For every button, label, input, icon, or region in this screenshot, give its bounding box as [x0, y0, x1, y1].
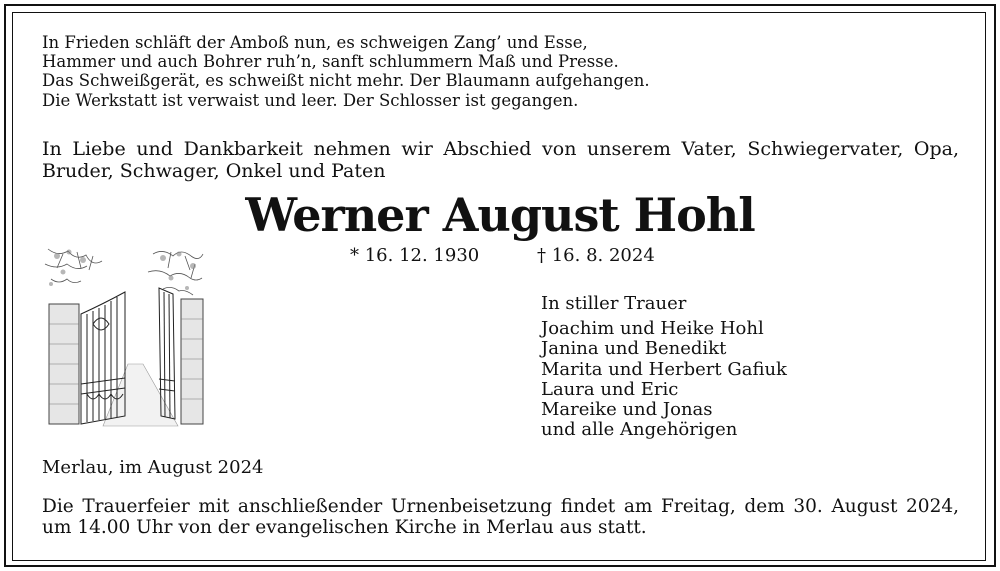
cemetery-gate-illustration-icon — [43, 244, 205, 434]
mourner-name: Joachim und Heike Hohl — [541, 318, 764, 340]
mourners-heading: In stiller Trauer — [541, 293, 687, 314]
funeral-notice: Die Trauerfeier mit anschließender Urnenbeisetzung findet am Freitag, dem 30. August 2024, um 14.00 Uhr von der evangelischen Kirche in Merlau aus statt. — [42, 496, 959, 538]
mourner-name: Mareike und Jonas — [541, 399, 713, 421]
poem-line: Hammer und auch Bohrer ruh’n, sanft schlummern Maß und Presse. — [42, 52, 619, 72]
place-date: Merlau, im August 2024 — [42, 457, 264, 478]
poem-line: Die Werkstatt ist verwaist und leer. Der Schlosser ist gegangen. — [42, 90, 579, 110]
mourner-name: Laura und Eric — [541, 378, 679, 400]
death-date: † 16. 8. 2024 — [537, 245, 655, 266]
poem-line: In Frieden schläft der Amboß nun, es schweigen Zang’ und Esse, — [42, 33, 588, 52]
mourner-name: Marita und Herbert Gafiuk — [541, 358, 787, 380]
mourner-name: und alle Angehörigen — [541, 419, 738, 441]
intro-text: In Liebe und Dankbarkeit nehmen wir Abschied von unserem Vater, Schwiegervater, Opa, Bruder, Schwager, Onkel und Paten — [42, 138, 959, 182]
poem — [42, 33, 650, 110]
mourner-name: Janina und Benedikt — [541, 338, 727, 360]
birth-date: * 16. 12. 1930 — [350, 245, 480, 266]
deceased-name: Werner August Hohl — [245, 188, 755, 242]
poem-line: Das Schweißgerät, es schweißt nicht mehr. Der Blaumann aufgehangen. — [42, 71, 650, 91]
mourners-list — [541, 294, 787, 440]
